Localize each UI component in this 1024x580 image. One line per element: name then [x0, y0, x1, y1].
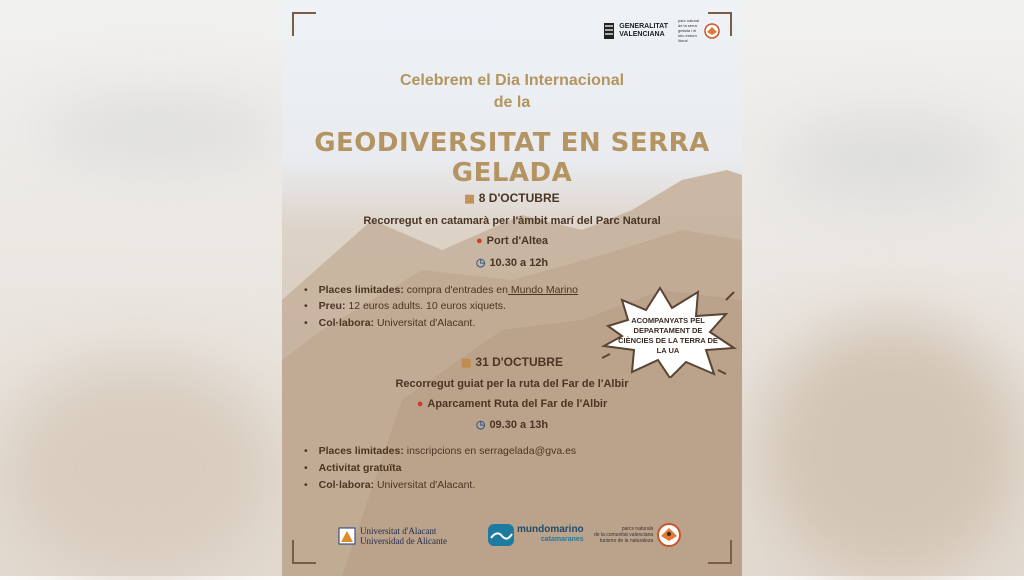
- clock-icon: ◷: [475, 419, 486, 431]
- footer-logos: [282, 520, 742, 560]
- event2-bullet-places: [304, 445, 576, 457]
- event2-time: [282, 418, 742, 431]
- blur-shape: [0, 360, 280, 580]
- mundo-marino-link[interactable]: Mundo Marino: [507, 284, 579, 296]
- calendar-icon: ▦: [464, 193, 475, 205]
- event1-time: [282, 256, 742, 269]
- event1-place: [282, 235, 742, 247]
- title-line-2: de la: [493, 94, 531, 111]
- pn-text-1: parcs naturals: [621, 526, 654, 532]
- generalitat-emblem-icon: [603, 22, 615, 40]
- parcs-bird-icon: [656, 522, 682, 548]
- ua-emblem-icon: [338, 527, 356, 545]
- bird-logo-icon: [704, 23, 720, 39]
- bullet-text: inscripcions en serragelada@gva.es: [403, 445, 577, 457]
- bullet-label: Places limitades:: [318, 445, 404, 457]
- starburst-text: ACOMPANYATS PEL DEPARTAMENT DE CIÈNCIES DE LA TERRA DE LA UA: [618, 316, 718, 355]
- mundomarino-logo: [488, 524, 584, 546]
- event1-bullet-price: [304, 300, 506, 312]
- clock-icon: ◷: [475, 257, 486, 269]
- bullet-text: Universitat d'Alacant.: [374, 317, 476, 329]
- blur-shape: [40, 100, 280, 160]
- event1-description: Recorregut en catamarà per l'àmbit marí del Parc Natural: [363, 215, 661, 227]
- pn-text-2: de la comunitat valenciana: [594, 532, 654, 538]
- title-line-1: Celebrem el Dia Internacional: [399, 72, 625, 89]
- event-poster: [282, 0, 742, 576]
- main-title: GEODIVERSITAT EN SERRA GELADA: [314, 128, 710, 188]
- event1-date-text: 8 D'OCTUBRE: [478, 191, 560, 205]
- frame-corner-top-left: [292, 12, 316, 36]
- pin-icon: ●: [416, 398, 424, 410]
- bullet-label: Col·labora:: [318, 317, 375, 329]
- event2-description: Recorregut guiat per la ruta del Far de l'Albir: [395, 378, 629, 390]
- event1-bullet-places: [304, 284, 578, 296]
- event2-place: [282, 398, 742, 410]
- ua-text-2: Universidad de Alicante: [360, 536, 447, 546]
- bullet-label: Activitat gratuïta: [318, 462, 402, 474]
- bullet-text: 12 euros adults. 10 euros xiquets.: [345, 300, 506, 312]
- wave-logo-icon: [488, 524, 514, 546]
- serra-gelada-text: parc natural de la serra gelada i el seu entorn litoral: [678, 18, 700, 43]
- ua-text-1: Universitat d'Alacant: [360, 526, 437, 536]
- event2-bullet-free: [304, 462, 401, 474]
- generalitat-logo: [603, 22, 668, 40]
- calendar-icon: ▦: [461, 357, 472, 369]
- event1-place-text: Port d'Altea: [486, 235, 548, 247]
- bullet-text: compra d'entrades en: [403, 284, 508, 296]
- serra-gelada-logo: [678, 18, 720, 43]
- blur-shape: [760, 320, 1024, 580]
- event2-date-text: 31 D'OCTUBRE: [475, 355, 563, 369]
- bullet-label: Places limitades:: [318, 284, 404, 296]
- pn-text-3: turismo de la naturaleza: [599, 538, 654, 544]
- bullet-text: Universitat d'Alacant.: [374, 479, 476, 491]
- top-logos: [603, 18, 720, 43]
- ua-logo: [338, 526, 447, 546]
- parcs-naturals-logo: [594, 522, 682, 548]
- catamaranes-text: catamaranes: [540, 536, 584, 543]
- event1-bullet-collab: [304, 317, 475, 329]
- bullet-label: Preu:: [318, 300, 346, 312]
- event2-time-text: 09.30 a 13h: [489, 419, 549, 431]
- event2-bullet-collab: [304, 479, 475, 491]
- event1-time-text: 10.30 a 12h: [489, 257, 549, 269]
- generalitat-text: GENERALITAT VALENCIANA: [619, 22, 668, 38]
- blur-shape: [780, 120, 1000, 200]
- event1-date: [282, 191, 742, 205]
- pin-icon: ●: [476, 235, 483, 247]
- mundomarino-text: mundomarino: [517, 524, 584, 535]
- event2-place-text: Aparcament Ruta del Far de l'Albir: [427, 398, 608, 410]
- bullet-label: Col·labora:: [318, 479, 375, 491]
